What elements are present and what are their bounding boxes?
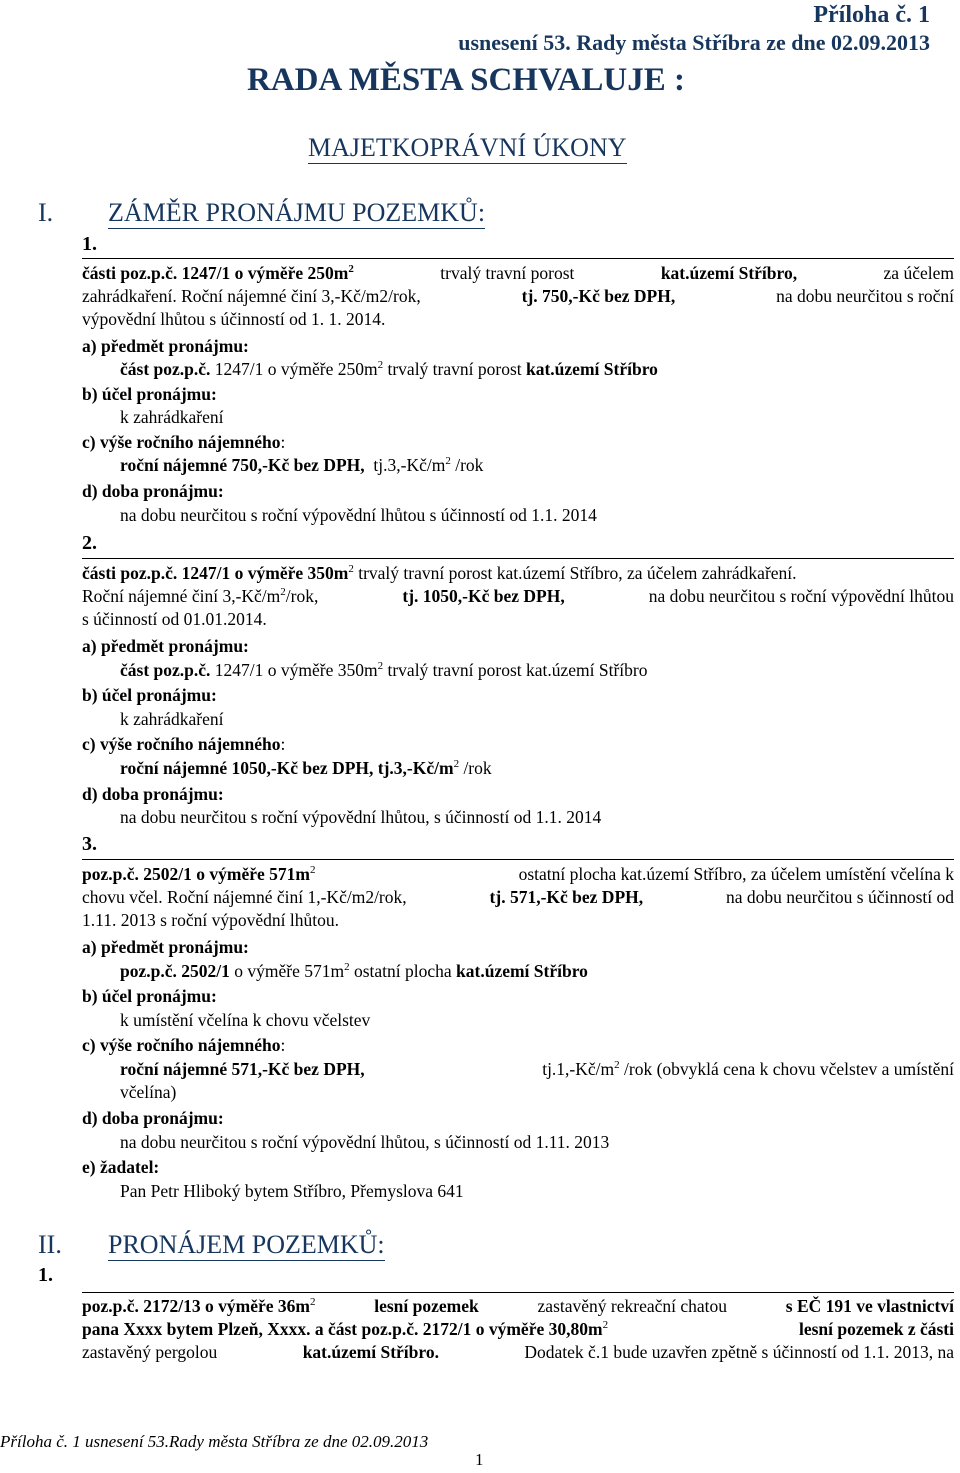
item-3-paragraph-line1: poz.p.č. 2502/1 o výměře $571m^2$ ostatní plocha kat.území Stříbro, za účelem umístění včelína k: [82, 864, 954, 884]
item-1-p1d: za účelem: [883, 263, 954, 283]
item-2-c-label: c) výše ročního nájemného:: [82, 734, 286, 754]
footer-text: Příloha č. 1 usnesení 53.Rady města Stříbra ze dne 02.09.2013: [0, 1432, 429, 1451]
item-3-a-label: a) předmět pronájmu:: [82, 937, 249, 957]
item-1-separator: [82, 258, 954, 259]
item-4-number: 1.: [38, 1264, 53, 1286]
item-1-p2b: tj. 750,-Kč bez DPH,: [521, 286, 676, 306]
item-2-separator: [82, 558, 954, 559]
item-1-b-label: b) účel pronájmu:: [82, 384, 217, 404]
item-2-paragraph-line3: s účinností od 01.01.2014.: [82, 609, 267, 629]
item-1-c-label: c) výše ročního nájemného:: [82, 432, 286, 452]
page-title: RADA MĚSTA SCHVALUJE :: [247, 62, 685, 98]
item-1-c-value: roční nájemné 750,-Kč bez DPH, $tj.3,-Kč/m^2$ /rok: [120, 455, 484, 475]
item-1-paragraph-line1: [82, 262, 954, 285]
item-2-b-value: k zahrádkaření: [120, 709, 224, 729]
item-3-e-value: Pan Petr Hliboký bytem Stříbro, Přemyslova 641: [120, 1181, 464, 1201]
item-3-a-value: poz.p.č. 2502/1 o výměře $571m^2$ ostatní plocha kat.území Stříbro: [120, 961, 588, 981]
item-3-separator: [82, 859, 954, 860]
item-1-p2c: na dobu neurčitou s roční: [776, 286, 954, 306]
section-2-number: II.: [38, 1230, 62, 1259]
item-1-p1c: kat.území Stříbro,: [660, 263, 798, 283]
item-3-b-label: b) účel pronájmu:: [82, 986, 217, 1006]
item-3-number: 3.: [82, 833, 97, 855]
header-attachment: Příloha č. 1: [813, 2, 930, 28]
item-2-c-value: roční nájemné 1050,-Kč bez DPH, $tj.3,-Kč/m^2$ /rok: [120, 758, 492, 778]
item-2-number: 2.: [82, 532, 97, 554]
item-2-paragraph-line2: Roční nájemné činí $3,-Kč/m^2$/rok, tj. 1050,-Kč bez DPH, na dobu neurčitou s roční výpovědní lhůtou: [82, 586, 954, 606]
item-3-c-value-line2: včelína): [120, 1082, 177, 1102]
item-1-paragraph-line3: výpovědní lhůtou s účinností od 1. 1. 2014.: [82, 309, 386, 329]
item-2-paragraph-line1: části poz.p.č. 1247/1 o výměře $350m^2$ trvalý travní porost kat.území Stříbro, za účelem zahrádkaření.: [82, 563, 797, 583]
item-3-d-label: d) doba pronájmu:: [82, 1108, 224, 1128]
item-4-paragraph-line3: zastavěný pergolou kat.území Stříbro. Dodatek č.1 bude uzavřen zpětně s účinností od 1.1. 2013, na: [82, 1342, 954, 1362]
item-3-b-value: k umístění včelína k chovu včelstev: [120, 1010, 371, 1030]
page-subtitle: MAJETKOPRÁVNÍ ÚKONY: [308, 133, 627, 162]
item-1-d-value: na dobu neurčitou s roční výpovědní lhůtou s účinností od 1.1. 2014: [120, 505, 597, 525]
item-3-c-value: roční nájemné 571,-Kč bez DPH, $tj.1,-Kč/m^2$ /rok (obvyklá cena k chovu včelstev a umístění: [120, 1059, 954, 1079]
item-1-p1b: trvalý travní porost: [440, 263, 575, 283]
header-resolution: usnesení 53. Rady města Stříbra ze dne 02.09.2013: [458, 30, 930, 55]
item-2-d-value: na dobu neurčitou s roční výpovědní lhůtou, s účinností od 1.1. 2014: [120, 807, 602, 827]
section-2-title: PRONÁJEM POZEMKŮ:: [108, 1230, 385, 1259]
item-1-b-value: k zahrádkaření: [120, 407, 224, 427]
item-1-d-label: d) doba pronájmu:: [82, 481, 224, 501]
item-4-separator: [82, 1292, 954, 1293]
item-2-b-label: b) účel pronájmu:: [82, 685, 217, 705]
item-1-p1a: části poz.p.č. 1247/1 o výměře $250m^2$: [82, 263, 354, 283]
item-1-a-value: část poz.p.č. 1247/1 o výměře $250m^2$ trvalý travní porost kat.území Stříbro: [120, 359, 658, 379]
item-3-d-value: na dobu neurčitou s roční výpovědní lhůtou, s účinností od 1.11. 2013: [120, 1132, 610, 1152]
item-3-paragraph-line2: chovu včel. Roční nájemné činí 1,-Kč/m2/rok, tj. 571,-Kč bez DPH, na dobu neurčitou s účinností od: [82, 887, 954, 907]
item-2-d-label: d) doba pronájmu:: [82, 784, 224, 804]
item-3-e-label: e) žadatel:: [82, 1157, 160, 1177]
item-4-paragraph-line2: pana Xxxx bytem Plzeň, Xxxx. a část poz.p.č. 2172/1 o výměře $30,80m^2$ lesní pozemek z části: [82, 1319, 954, 1339]
item-2-a-value: část poz.p.č. 1247/1 o výměře $350m^2$ trvalý travní porost kat.území Stříbro: [120, 660, 648, 680]
item-2-a-label: a) předmět pronájmu:: [82, 636, 249, 656]
item-1-paragraph-line2: [82, 285, 954, 308]
item-1-a-label: a) předmět pronájmu:: [82, 336, 249, 356]
section-1-title: ZÁMĚR PRONÁJMU POZEMKŮ:: [108, 198, 486, 227]
item-3-paragraph-line3: 1.11. 2013 s roční výpovědní lhůtou.: [82, 910, 339, 930]
footer-page-number: 1: [475, 1450, 484, 1469]
item-1-p2a: zahrádkaření. Roční nájemné činí 3,-Kč/m2/rok,: [82, 286, 421, 306]
item-3-c-label: c) výše ročního nájemného:: [82, 1035, 286, 1055]
item-1-number: 1.: [82, 233, 97, 255]
section-1-number: I.: [38, 198, 54, 227]
item-4-paragraph-line1: poz.p.č. 2172/13 o výměře $36m^2$ lesní pozemek zastavěný rekreační chatou s EČ 191 ve vlastnictví: [82, 1296, 954, 1316]
